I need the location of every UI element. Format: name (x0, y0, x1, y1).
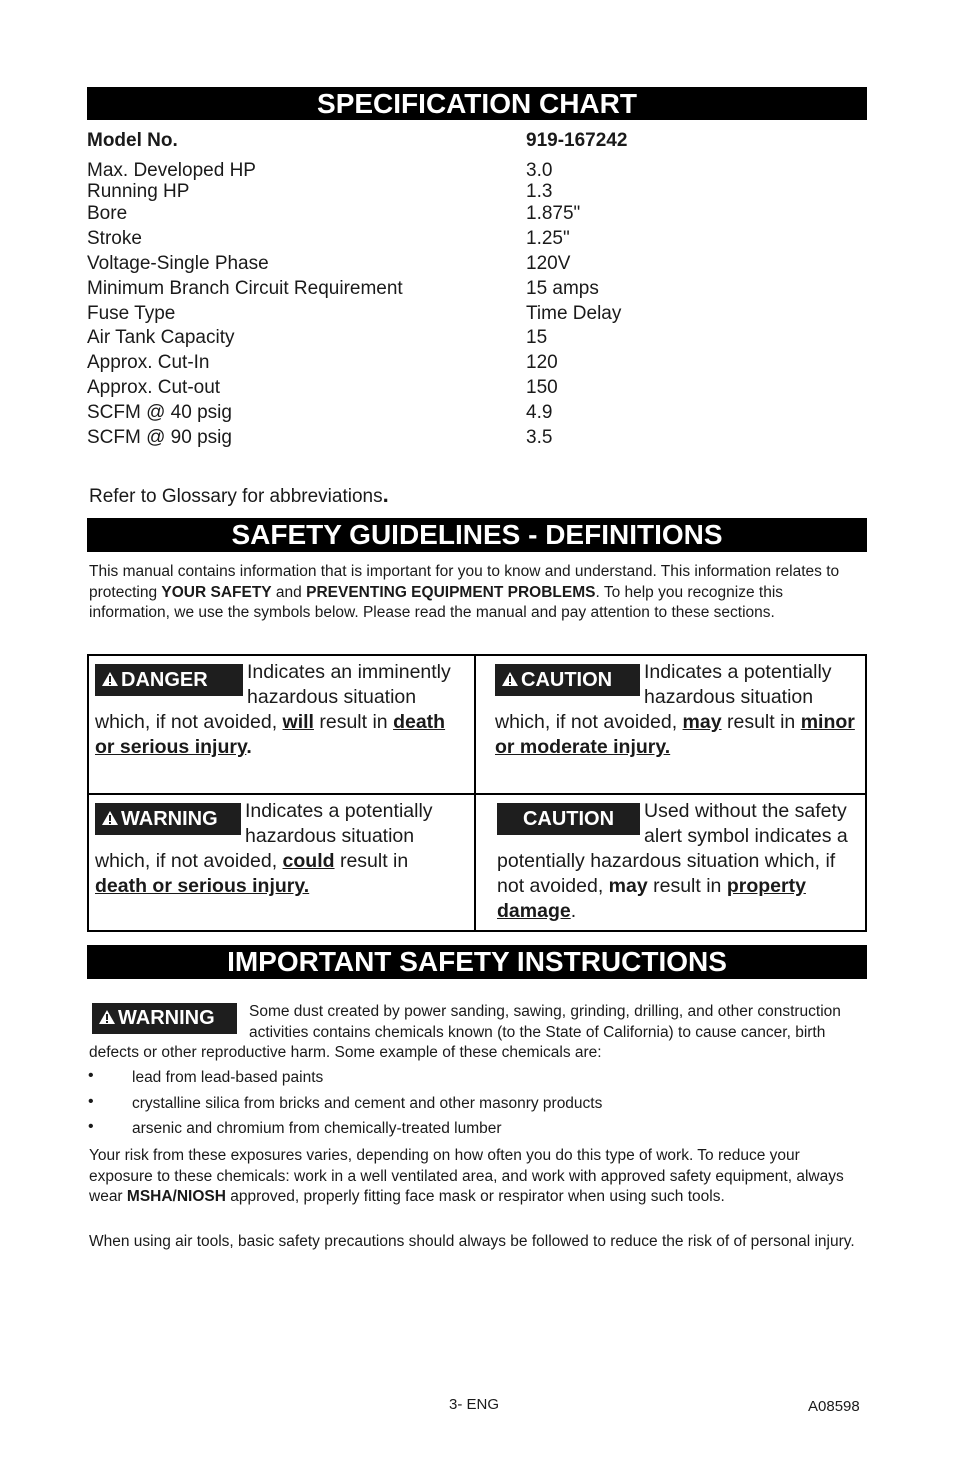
spec-value: 120 (526, 352, 558, 373)
spec-label: Approx. Cut-out (87, 377, 221, 398)
spec-value: 1.25" (526, 228, 570, 249)
alert-triangle-icon (501, 665, 519, 697)
spec-value: Time Delay (526, 303, 622, 324)
prop65-warning-badge: WARNING (92, 1003, 237, 1034)
safety-intro: This manual contains information that is important for you to know and understand. This information relates to protecting YOUR SAFETY and PREVENTING EQUIPMENT PROBLEMS. To help you recognize this information, we use the symbols below. Please read the manual and pay attention to these sections. (89, 563, 840, 621)
spec-label: Approx. Cut-In (87, 352, 210, 373)
warning-badge: WARNING (95, 803, 241, 835)
spec-label: Fuse Type (87, 303, 176, 324)
spec-label: Running HP (87, 181, 190, 202)
important-safety-title-bar (87, 945, 867, 979)
spec-label: SCFM @ 90 psig (87, 427, 232, 448)
caution-plain-badge: CAUTION (497, 803, 640, 835)
model-label: Model No. (87, 130, 178, 151)
exposure-risk-paragraph: Your risk from these exposures varies, depending on how often you do this type of work. To reduce your exposure to these chemicals: work in a well ventilated area, and work with approved safety equipment, always wear MSHA/NIOSH approved, properly fitting face mask or respirator when using such tools. (89, 1147, 844, 1205)
spec-value: 15 amps (526, 278, 599, 299)
spec-value: 1.3 (526, 181, 553, 202)
spec-label: Bore (87, 203, 128, 224)
spec-label: Air Tank Capacity (87, 327, 235, 348)
caution-alert-definition: CAUTION Indicates a potentially hazardous situation which, if not avoided, may result in minor or moderate injury. (495, 661, 855, 758)
spec-label: Voltage-Single Phase (87, 253, 269, 274)
important-safety-title: IMPORTANT SAFETY INSTRUCTIONS (227, 946, 727, 977)
alert-triangle-icon (101, 665, 119, 697)
warning-definition: WARNING Indicates a potentially hazardous situation which, if not avoided, could result in death or serious injury. (95, 800, 433, 897)
danger-definition: DANGER Indicates an imminently hazardous situation which, if not avoided, will result in death or serious injury. (95, 661, 451, 758)
air-tools-paragraph: When using air tools, basic safety precautions should always be followed to reduce the risk of of personal injury. (89, 1233, 855, 1250)
safety-definitions-title: SAFETY GUIDELINES - DEFINITIONS (231, 519, 723, 550)
glossary-note: Refer to Glossary for abbreviations. (89, 482, 389, 507)
page-number: 3- ENG (449, 1396, 500, 1413)
prop65-warning: WARNING Some dust created by power sanding, sawing, grinding, drilling, and other construction activities contains chemicals known (to the State of California) to cause cancer, birth defects or other reproductive harm. Some example of these chemicals are: (89, 1003, 841, 1061)
spec-chart-title: SPECIFICATION CHART (317, 88, 637, 119)
spec-value: 15 (526, 327, 548, 348)
spec-value: 3.0 (526, 160, 553, 181)
alert-triangle-icon (101, 804, 119, 836)
spec-value: 120V (526, 253, 571, 274)
spec-value: 4.9 (526, 402, 553, 423)
spec-value: 150 (526, 377, 558, 398)
spec-chart-title-bar (87, 87, 867, 120)
spec-value: 1.875" (526, 203, 581, 224)
safety-definitions-title-bar (87, 518, 867, 552)
spec-label: Max. Developed HP (87, 160, 256, 181)
caution-plain-definition: CAUTION Used without the safety alert symbol indicates a potentially hazardous situation which, if not avoided, may result in property damage. (497, 800, 848, 922)
alert-triangle-icon (98, 1004, 116, 1035)
grid-horizontal-divider (87, 793, 867, 795)
danger-badge: DANGER (95, 664, 243, 696)
document-code: A08598 (808, 1398, 860, 1415)
caution-alert-badge: CAUTION (495, 664, 640, 696)
spec-label: SCFM @ 40 psig (87, 402, 232, 423)
spec-value: 3.5 (526, 427, 553, 448)
spec-label: Minimum Branch Circuit Requirement (87, 278, 403, 299)
model-value: 919-167242 (526, 130, 628, 151)
spec-label: Stroke (87, 228, 142, 249)
